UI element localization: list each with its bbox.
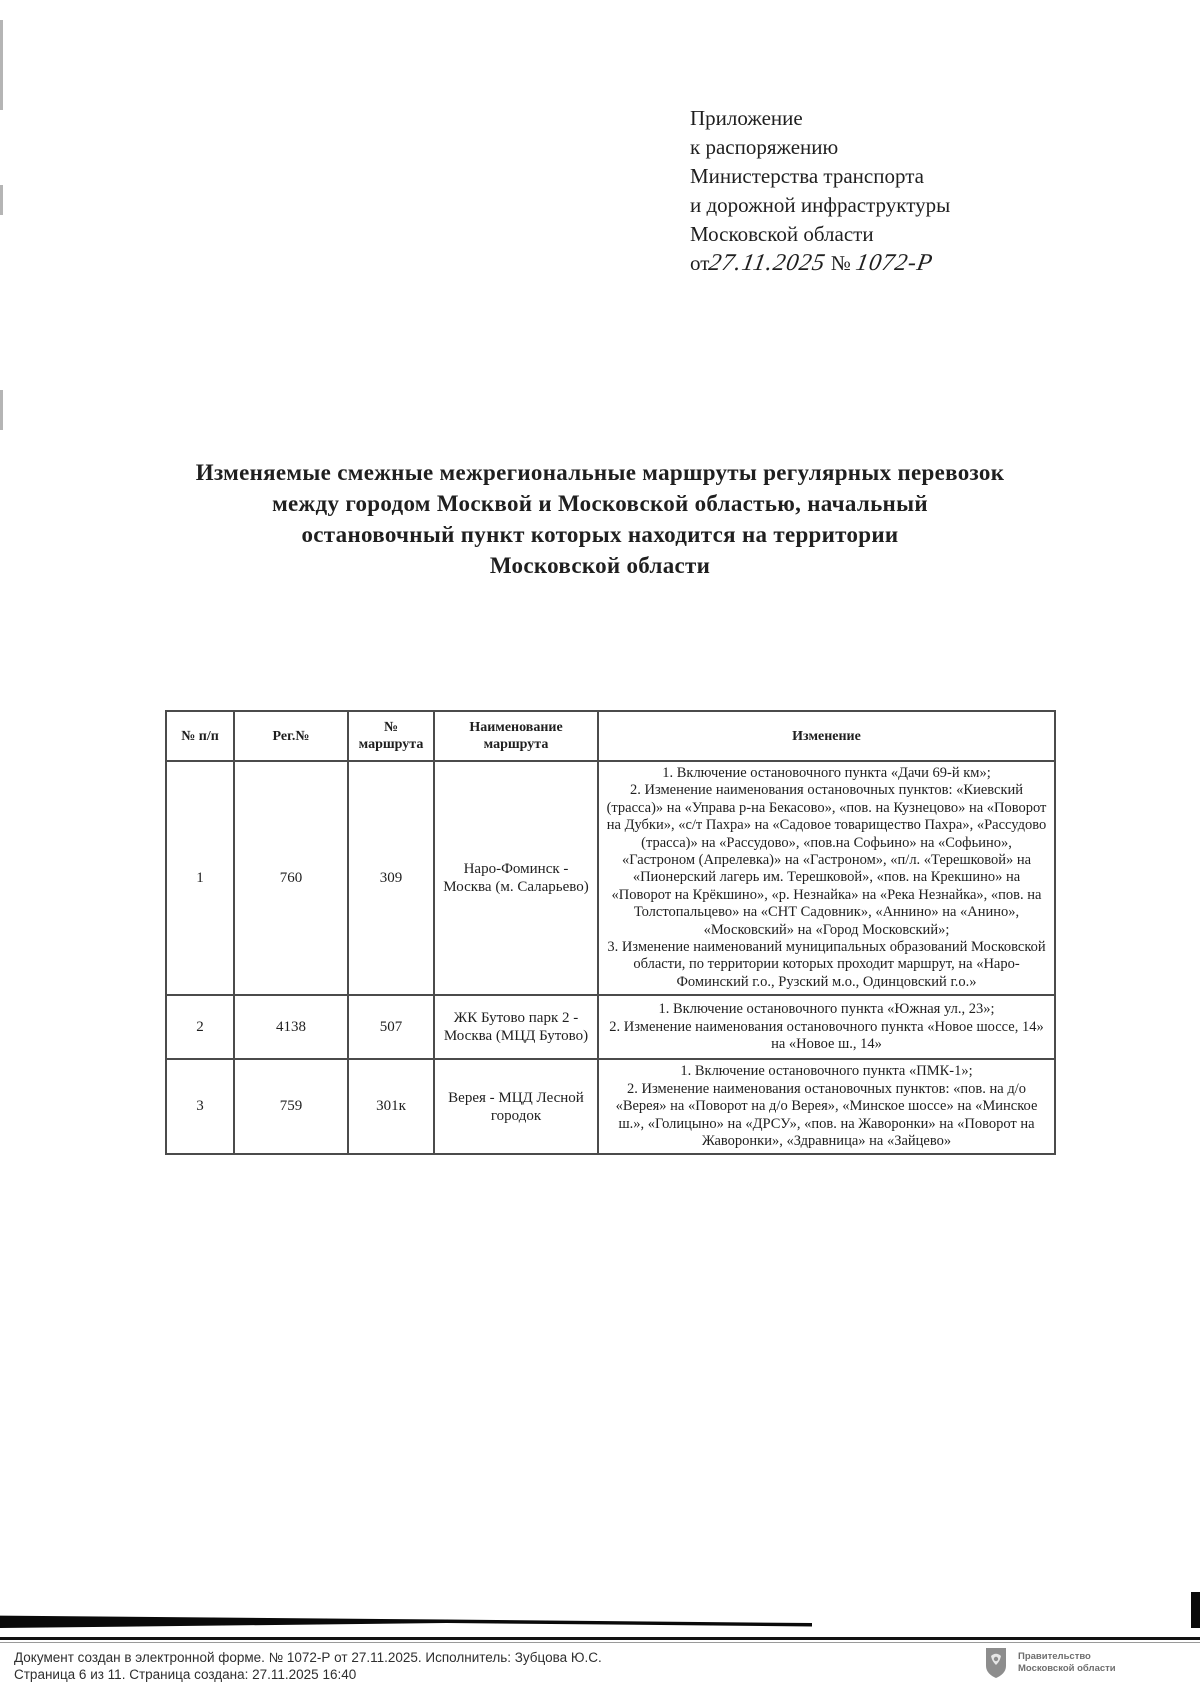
cell-reg: 4138 bbox=[234, 995, 348, 1059]
change-item: 1. Включение остановочного пункта «Дачи 69-й км»; bbox=[662, 765, 991, 781]
header-line: Приложение bbox=[690, 106, 803, 130]
cell-num: 3 bbox=[166, 1059, 234, 1154]
scan-edge-artifact bbox=[0, 20, 3, 110]
title-line: остановочный пункт которых находится на территории bbox=[301, 522, 899, 547]
col-header-name: Наименование маршрута bbox=[434, 711, 598, 761]
footer-divider-shadow bbox=[0, 1642, 1200, 1643]
routes-table bbox=[165, 710, 1056, 1155]
date-prefix: от bbox=[690, 251, 710, 275]
government-logo bbox=[982, 1646, 1116, 1680]
number-sign: № bbox=[830, 251, 851, 275]
header-line: Министерства транспорта bbox=[690, 164, 924, 188]
header-line: Московской области bbox=[690, 222, 874, 246]
handwritten-date: 27.11.2025 bbox=[707, 250, 829, 276]
logo-text-line-1: Правительство bbox=[1018, 1651, 1091, 1662]
scan-edge-artifact bbox=[0, 185, 3, 215]
handwritten-number: 1072-Р bbox=[853, 250, 936, 276]
cell-name: ЖК Бутово парк 2 - Москва (МЦД Бутово) bbox=[434, 995, 598, 1059]
change-item: 1. Включение остановочного пункта «Южная ул., 23»; bbox=[658, 1001, 995, 1018]
change-item: 2. Изменение наименования остановочных пунктов: «пов. на д/о «Верея» на «Поворот на д/о Верея», «Минское шоссе» на «Минское ш.», «Голицыно» на «ДРСУ», «пов. на Жаворонки» на «Поворот на Жаворонки», «Здравница» на «Зайцево» bbox=[615, 1080, 1038, 1149]
cell-change bbox=[598, 995, 1055, 1059]
header-date-line bbox=[690, 249, 950, 278]
title-line: Московской области bbox=[489, 553, 711, 578]
col-header-reg: Рег.№ bbox=[234, 711, 348, 761]
table-header-row bbox=[166, 711, 1055, 761]
change-item: 2. Изменение наименования остановочных пунктов: «Киевский (трасса)» на «Управа р-на Бекасово», «пов. на Кузнецово» на «Поворот на Дубки», «с/т Пахра» на «Садовое товарищество Пахра», «Рассудово (трасса)» на «Рассудово», «пов.на Софьино» на «Софьино», «Гастроном (Апрелевка)» на «Гастроном», «п/л. «Терешковой» на «Пионерский лагерь им. Терешковой», «пов. на Крекшино» на «Поворот на Крёкшино», «р. Незнайка» на «Река Незнайка», «пов. на Толстопальцево» на «СНТ Садовник», «Аннино» на «Анино», «Московский» на «Город Московский»; bbox=[606, 782, 1047, 938]
table-row bbox=[166, 761, 1055, 995]
cell-change bbox=[598, 1059, 1055, 1154]
col-header-num: № п/п bbox=[166, 711, 234, 761]
scan-edge-artifact bbox=[0, 390, 3, 430]
col-header-change: Изменение bbox=[598, 711, 1055, 761]
header-line: к распоряжению bbox=[690, 135, 839, 159]
moscow-oblast-emblem-icon bbox=[982, 1646, 1010, 1680]
header-line: и дорожной инфраструктуры bbox=[690, 193, 951, 217]
title-line: между городом Москвой и Московской областью, начальный bbox=[272, 491, 928, 516]
change-item: 1. Включение остановочного пункта «ПМК-1»; bbox=[680, 1063, 973, 1080]
document-title bbox=[125, 457, 1075, 581]
change-item: 3. Изменение наименований муниципальных образований Московской области, по территории которых проходит маршрут, на «Наро-Фоминский г.о., Рузский м.о., Одинцовский г.о.» bbox=[607, 939, 1046, 990]
cell-route: 309 bbox=[348, 761, 434, 995]
cell-num: 1 bbox=[166, 761, 234, 995]
cell-num: 2 bbox=[166, 995, 234, 1059]
table-row bbox=[166, 1059, 1055, 1154]
footer-line-2: Страница 6 из 11. Страница создана: 27.11.2025 16:40 bbox=[14, 1667, 357, 1682]
change-item: 2. Изменение наименования остановочного пункта «Новое шоссе, 14» на «Новое ш., 14» bbox=[609, 1018, 1044, 1052]
scan-edge-artifact bbox=[1191, 1592, 1200, 1628]
table-row bbox=[166, 995, 1055, 1059]
cell-reg: 759 bbox=[234, 1059, 348, 1154]
government-logo-text bbox=[1018, 1651, 1116, 1675]
col-header-route: № маршрута bbox=[348, 711, 434, 761]
cell-route: 301к bbox=[348, 1059, 434, 1154]
title-line: Изменяемые смежные межрегиональные маршруты регулярных перевозок bbox=[195, 460, 1005, 485]
footer-line-1: Документ создан в электронной форме. № 1072-Р от 27.11.2025. Исполнитель: Зубцова Ю.С. bbox=[14, 1650, 602, 1665]
cell-change bbox=[598, 761, 1055, 995]
cell-route: 507 bbox=[348, 995, 434, 1059]
cell-name: Верея - МЦД Лесной городок bbox=[434, 1059, 598, 1154]
cell-reg: 760 bbox=[234, 761, 348, 995]
footer-divider bbox=[0, 1637, 1200, 1640]
logo-text-line-2: Московской области bbox=[1018, 1663, 1116, 1674]
scan-smudge-artifact bbox=[0, 1615, 812, 1628]
footer-info bbox=[14, 1649, 602, 1683]
cell-name: Наро-Фоминск - Москва (м. Саларьево) bbox=[434, 761, 598, 995]
appendix-header-block bbox=[690, 104, 950, 278]
